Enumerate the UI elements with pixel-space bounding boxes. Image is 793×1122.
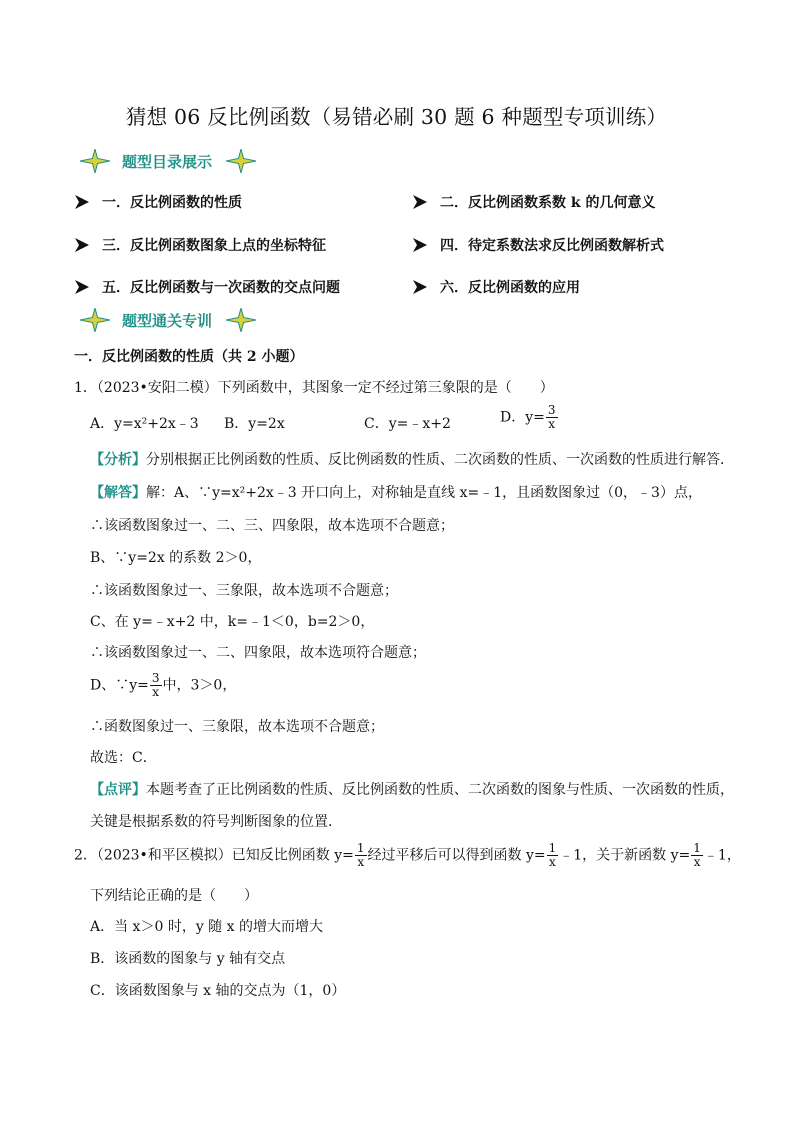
toc-item-label: 五．反比例函数与一次函数的交点问题 [102, 280, 340, 296]
training-banner [80, 306, 256, 334]
toc-item-2[interactable] [412, 191, 655, 213]
q1-option-b: B．y=2x [224, 416, 285, 432]
training-banner-label: 题型通关专训 [122, 311, 213, 330]
q1-option-c: C．y=﹣x+2 [364, 416, 451, 432]
toc-banner-label: 题型目录展示 [122, 152, 213, 171]
question-2-stem: 2．（2023•和平区模拟）已知反比例函数 y= $\frac{1}{x}$ 经过平移后可以得到函数 y= $\frac{1}{x}$ ﹣1，关于新函数 y= $\frac{1}{x}$ ﹣1， [74, 841, 741, 869]
question-1-stem: 1．（2023•安阳二模）下列函数中，其图象一定不经过第三象限的是（ ） [74, 380, 554, 396]
q1-solution: 【解答】解：A、∵y=x²+2x﹣3 开口向上，对称轴是直线 x=﹣1，且函数图象过（0，﹣3）点， [90, 485, 702, 501]
question-2-stem-line: 下列结论正确的是（ ） [90, 888, 258, 904]
q1-solution-line: ∴该函数图象过一、二、四象限，故本选项符合题意； [90, 645, 426, 661]
sparkle-star-icon [80, 149, 110, 173]
q2-option-a: A．当 x＞0 时，y 随 x 的增大而增大 [90, 919, 323, 935]
arrow-right-icon [74, 194, 90, 210]
q1-solution-line: D、∵y= $\frac{3}{x}$ 中，3＞0， [90, 671, 237, 699]
arrow-right-icon [412, 194, 428, 210]
toc-item-5[interactable] [74, 276, 340, 298]
toc-item-3[interactable] [74, 234, 326, 256]
toc-item-label: 二．反比例函数系数 k 的几何意义 [440, 195, 656, 211]
sparkle-star-icon [80, 308, 110, 332]
q1-answer: 故选：C． [90, 750, 157, 766]
toc-banner [80, 147, 256, 175]
toc-item-label: 三．反比例函数图象上点的坐标特征 [102, 238, 326, 254]
sparkle-star-icon [226, 308, 256, 332]
q2-option-b: B．该函数的图象与 y 轴有交点 [90, 951, 286, 967]
q1-solution-line: ∴该函数图象过一、三象限，故本选项不合题意； [90, 583, 398, 599]
toc-item-label: 四．待定系数法求反比例函数解析式 [440, 238, 664, 254]
q1-option-a: A．y=x²+2x﹣3 [90, 416, 199, 432]
section-heading: 一．反比例函数的性质（共 2 小题） [74, 349, 304, 365]
q1-solution-line: ∴函数图象过一、三象限，故本选项不合题意； [90, 719, 384, 735]
q2-option-c: C．该函数图象与 x 轴的交点为（1，0） [90, 983, 346, 999]
q1-solution-line: B、∵y=2x 的系数 2＞0， [90, 550, 262, 566]
arrow-right-icon [412, 237, 428, 253]
q1-comment-line: 关键是根据系数的符号判断图象的位置． [90, 814, 342, 830]
arrow-right-icon [74, 279, 90, 295]
toc-item-1[interactable] [74, 191, 242, 213]
q1-comment: 【点评】本题考查了正比例函数的性质、反比例函数的性质、二次函数的图象与性质、一次函数的性质， [90, 782, 734, 798]
toc-item-6[interactable] [412, 276, 580, 298]
q1-solution-line: C、在 y=﹣x+2 中，k=﹣1＜0，b=2＞0， [90, 614, 375, 630]
arrow-right-icon [412, 279, 428, 295]
sparkle-star-icon [226, 149, 256, 173]
q1-solution-line: ∴该函数图象过一、二、三、四象限，故本选项不合题意； [90, 518, 454, 534]
q1-option-d: D．y= $\frac{3}{x}$ [500, 403, 556, 431]
toc-item-4[interactable] [412, 234, 664, 256]
arrow-right-icon [74, 237, 90, 253]
toc-item-label: 一．反比例函数的性质 [102, 195, 242, 211]
page-title: 猜想 06 反比例函数（易错必刷 30 题 6 种题型专项训练） [125, 105, 668, 129]
toc-item-label: 六．反比例函数的应用 [440, 280, 580, 296]
q1-analysis: 【分析】分别根据正比例函数的性质、反比例函数的性质、二次函数的性质、一次函数的性质进行解答． [90, 452, 734, 468]
